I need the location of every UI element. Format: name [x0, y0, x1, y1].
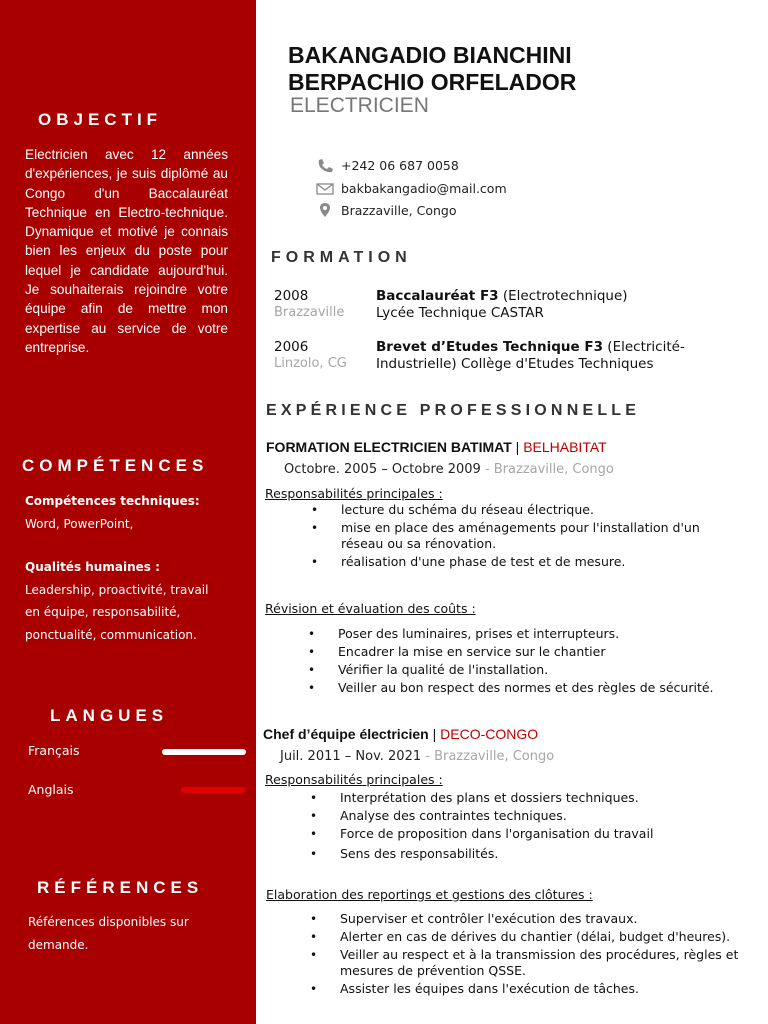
job-role: ELECTRICIEN	[290, 94, 429, 117]
reporting-heading: Elaboration des reportings et gestions des clôtures :	[266, 887, 593, 902]
list-item: • Sens des responsabilités.	[310, 846, 750, 862]
list-item: • Force de proposition dans l'organisation du travail	[310, 826, 750, 842]
list-item: • Poser des luminaires, prises et interrupteurs.	[308, 626, 748, 642]
responsibilities-heading: Responsabilités principales :	[265, 772, 443, 787]
cost-review-heading: Révision et évaluation des coûts :	[265, 601, 476, 616]
formation-title: Brevet d’Etudes Technique F3	[376, 339, 604, 355]
language-name-french: Français	[28, 743, 80, 758]
references-text	[28, 911, 189, 956]
envelope-icon	[316, 181, 334, 197]
human-skills-line: en équipe, responsabilité,	[25, 605, 181, 619]
objectif-heading: OBJECTIF	[38, 110, 163, 129]
job-location: - Brazzaville, Congo	[421, 749, 555, 764]
name-line: BERPACHIO ORFELADOR	[288, 69, 577, 95]
tech-skills-value: Word, PowerPoint,	[25, 516, 134, 531]
tech-skills-label: Compétences techniques:	[25, 494, 200, 508]
formation-school: Lycée Technique CASTAR	[376, 305, 544, 321]
list-item: • Alerter en cas de dérives du chantier (délai, budget d'heures).	[310, 929, 750, 945]
references-heading: RÉFÉRENCES	[37, 878, 204, 897]
job-separator: |	[511, 439, 524, 455]
human-skills	[25, 556, 208, 646]
experience-heading: EXPÉRIENCE PROFESSIONNELLE	[266, 402, 641, 419]
job-company: BELHABITAT	[523, 439, 607, 455]
language-name-english: Anglais	[28, 782, 74, 797]
list-item: • Vérifier la qualité de l'installation.	[308, 662, 748, 678]
list-item: • lecture du schéma du réseau électrique.	[311, 502, 711, 518]
responsibilities-heading: Responsabilités principales :	[265, 486, 443, 501]
competences-heading: COMPÉTENCES	[22, 456, 209, 475]
list-item: • Encadrer la mise en service sur le chantier	[308, 644, 748, 660]
formation-heading: FORMATION	[271, 249, 412, 266]
job-title-line	[266, 439, 607, 455]
job-title: Chef d’équipe électricien	[263, 726, 429, 742]
phone-icon	[316, 158, 334, 174]
formation-spec: (Electrotechnique)	[498, 288, 628, 304]
formation-school: Collège d'Etudes Techniques	[456, 356, 654, 372]
job-location: - Brazzaville, Congo	[480, 462, 614, 477]
references-line: demande.	[28, 937, 89, 952]
sidebar	[0, 0, 256, 1024]
location: Brazzaville, Congo	[341, 203, 457, 218]
job-dates-line	[280, 749, 554, 764]
language-level-bar	[162, 749, 246, 755]
references-line: Références disponibles sur	[28, 915, 189, 929]
list-item: • Veiller au respect et à la transmission des procédures, règles et mesures de prévention QSSE.	[310, 947, 750, 979]
list-item: • Veiller au bon respect des normes et des règles de sécurité.	[308, 680, 748, 696]
job-company: DECO-CONGO	[440, 726, 539, 742]
objectif-text: Electricien avec 12 années d'expériences, je suis diplômé au Congo d'un Baccalauréat Technique en Electro-technique. Dynamique et motivé je connais bien les enjeux du poste pour lequel je candidate aujourd'hui. Je souhaiterais rejoindre votre équipe afin de mettre mon expertise au service de votre entreprise.	[25, 147, 228, 355]
tech-skills	[25, 490, 200, 535]
formation-title: Baccalauréat F3	[376, 288, 499, 304]
human-skills-line: ponctualité, communication.	[25, 627, 197, 642]
name-line: BAKANGADIO BIANCHINI	[288, 42, 572, 68]
human-skills-label: Qualités humaines :	[25, 560, 160, 574]
formation-entry	[376, 288, 756, 322]
formation-year: 2008	[274, 288, 309, 304]
human-skills-line: Leadership, proactivité, travail	[25, 582, 209, 597]
candidate-name	[288, 42, 576, 96]
responsibilities-list	[310, 790, 750, 864]
job-title-line	[263, 726, 538, 742]
formation-place: Brazzaville	[274, 305, 345, 320]
formation-year: 2006	[274, 339, 309, 355]
list-item: • mise en place des aménagements pour l'installation d'un réseau ou sa rénovation.	[311, 520, 711, 552]
language-level-bar	[181, 787, 245, 793]
formation-entry	[376, 339, 756, 373]
email-address[interactable]: bakbakangadio@mail.com	[341, 181, 507, 196]
job-dates: Juil. 2011 – Nov. 2021	[280, 749, 422, 764]
list-item: • Assister les équipes dans l'exécution de tâches.	[310, 981, 750, 997]
map-pin-icon	[316, 202, 334, 218]
formation-place: Linzolo, CG	[274, 356, 347, 371]
phone-number[interactable]: +242 06 687 0058	[341, 158, 459, 173]
job-dates-line	[284, 462, 614, 477]
job-separator: |	[428, 726, 441, 742]
list-item: • Interprétation des plans et dossiers techniques.	[310, 790, 750, 806]
reporting-list	[310, 911, 750, 999]
job-dates: Octobre. 2005 – Octobre 2009	[284, 462, 481, 477]
list-item: • Superviser et contrôler l'exécution des travaux.	[310, 911, 750, 927]
job-title: FORMATION ELECTRICIEN BATIMAT	[266, 439, 512, 455]
list-item: • Analyse des contraintes techniques.	[310, 808, 750, 824]
list-item: • réalisation d'une phase de test et de mesure.	[311, 554, 711, 570]
cost-review-list	[308, 626, 748, 698]
langues-heading: LANGUES	[50, 706, 169, 725]
responsibilities-list	[311, 502, 711, 572]
formation-spec: (Electricité-Industrielle)	[376, 339, 685, 372]
main-content	[256, 0, 768, 1024]
